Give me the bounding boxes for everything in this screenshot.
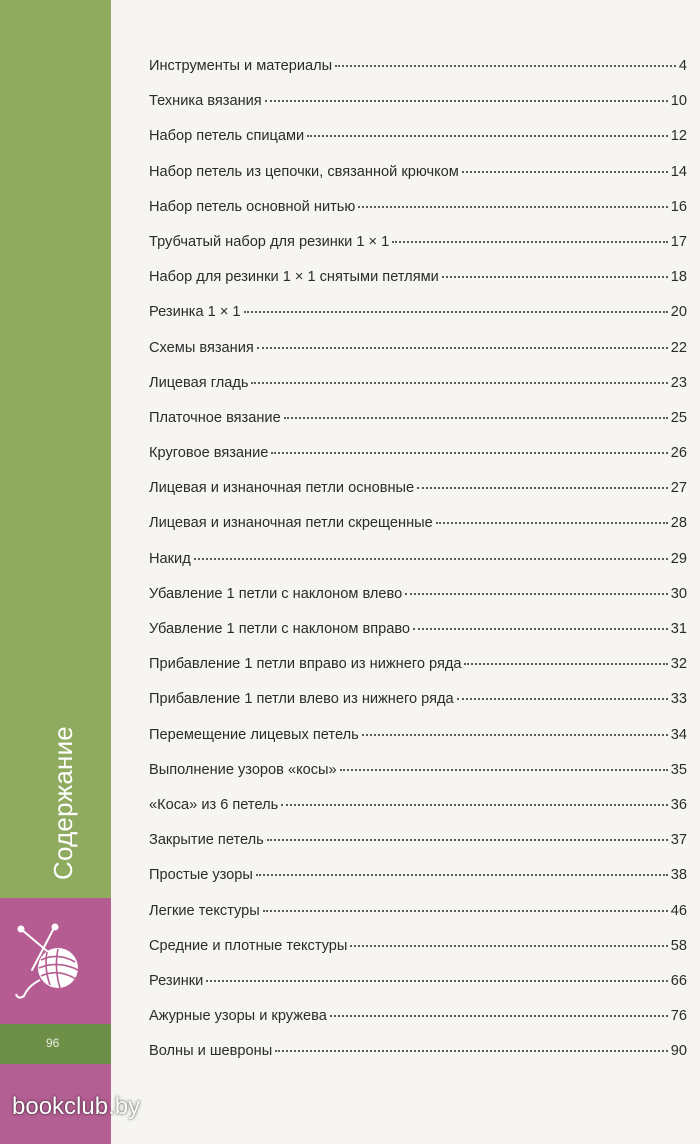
toc-leader-dots	[340, 769, 668, 771]
toc-entry-page: 28	[670, 515, 687, 532]
toc-entry-title: Волны и шевроны	[149, 1043, 273, 1060]
toc-entry-page: 26	[670, 445, 687, 462]
toc-entry-page: 58	[670, 937, 687, 954]
toc-entry	[149, 164, 687, 199]
toc-entry-page: 20	[670, 304, 687, 321]
toc-leader-dots	[457, 698, 668, 700]
toc-entry-title: Резинка 1 × 1	[149, 304, 241, 321]
page-number: 96	[46, 1036, 60, 1050]
toc-leader-dots	[392, 241, 668, 243]
toc-entry-title: Простые узоры	[149, 867, 253, 884]
toc-entry-title: Ажурные узоры и кружева	[149, 1008, 327, 1025]
toc-entry-title: Техника вязания	[149, 93, 262, 110]
toc-entry-page: 27	[670, 480, 687, 497]
toc-entry-page: 31	[670, 621, 687, 637]
toc-leader-dots	[417, 487, 668, 489]
toc-content	[111, 0, 700, 1144]
toc-entry-page: 25	[670, 409, 687, 426]
toc-entry	[149, 973, 687, 1008]
toc-entry-title: Инструменты и материалы	[149, 58, 333, 74]
toc-entry	[149, 691, 687, 726]
toc-leader-dots	[284, 417, 668, 419]
toc-entry-title: Платочное вязание	[149, 409, 281, 426]
toc-entry	[149, 762, 687, 797]
toc-entry	[149, 445, 687, 480]
toc-entry	[149, 93, 687, 128]
toc-entry	[149, 551, 687, 586]
toc-entry-page: 33	[670, 691, 687, 708]
toc-entry-page: 12	[670, 128, 687, 145]
toc-leader-dots	[462, 171, 668, 173]
toc-leader-dots	[307, 135, 668, 137]
toc-entry-page: 76	[670, 1008, 687, 1025]
toc-entry-title: Лицевая и изнаночная петли скрещенные	[149, 515, 433, 532]
toc-entry	[149, 727, 687, 762]
toc-entry	[149, 340, 687, 375]
toc-entry-page: 22	[670, 339, 687, 356]
toc-leader-dots	[251, 382, 667, 384]
toc-leader-dots	[358, 206, 667, 208]
toc-leader-dots	[405, 593, 668, 595]
toc-entry-page: 29	[670, 550, 687, 567]
toc-entry-page: 35	[670, 761, 687, 778]
toc-leader-dots	[464, 663, 667, 665]
toc-leader-dots	[244, 311, 668, 313]
toc-entry	[149, 1008, 687, 1043]
toc-entry-title: Резинки	[149, 972, 204, 989]
toc-entry-title: Лицевая и изнаночная петли основные	[149, 480, 415, 497]
toc-leader-dots	[271, 452, 667, 454]
toc-entry	[149, 656, 687, 691]
page-number-band	[0, 1024, 111, 1064]
toc-entry	[149, 375, 687, 410]
toc-entry-page: 36	[670, 796, 687, 813]
toc-entry-page: 18	[670, 269, 687, 286]
toc-entry-title: Убавление 1 петли с наклоном вправо	[149, 621, 411, 637]
toc-entry-title: Трубчатый набор для резинки 1 × 1	[149, 233, 390, 250]
toc-entry	[149, 515, 687, 550]
toc-entry	[149, 199, 687, 234]
section-title: Содержание	[48, 726, 78, 880]
toc-entry	[149, 903, 687, 938]
toc-entry-title: Набор для резинки 1 × 1 снятыми петлями	[149, 269, 439, 286]
toc-entry-title: Набор петель спицами	[149, 128, 305, 145]
toc-leader-dots	[281, 804, 668, 806]
toc-entry	[149, 832, 687, 867]
toc-entry-title: Набор петель основной нитью	[149, 198, 356, 215]
toc-entry-title: Закрытие петель	[149, 832, 264, 849]
toc-entry-title: Средние и плотные текстуры	[149, 937, 348, 954]
toc-entry-title: Лицевая гладь	[149, 374, 249, 391]
toc-entry-title: Круговое вязание	[149, 445, 269, 462]
table-of-contents	[149, 58, 687, 1078]
toc-entry-page: 46	[670, 902, 687, 919]
toc-leader-dots	[257, 347, 668, 349]
toc-entry-title: Убавление 1 петли с наклоном влево	[149, 585, 403, 602]
toc-leader-dots	[350, 945, 667, 947]
toc-leader-dots	[267, 839, 668, 841]
toc-entry-page: 4	[678, 58, 687, 74]
toc-entry-page: 90	[670, 1043, 687, 1060]
toc-entry-page: 14	[670, 163, 687, 180]
toc-entry	[149, 58, 687, 93]
toc-entry-title: Схемы вязания	[149, 339, 254, 356]
toc-entry	[149, 621, 687, 656]
toc-leader-dots	[265, 100, 668, 102]
toc-entry-page: 38	[670, 867, 687, 884]
toc-entry-page: 17	[670, 233, 687, 250]
toc-entry-title: «Коса» из 6 петель	[149, 796, 279, 813]
toc-leader-dots	[263, 910, 668, 912]
toc-entry-page: 16	[670, 198, 687, 215]
toc-leader-dots	[275, 1050, 668, 1052]
toc-entry	[149, 938, 687, 973]
toc-entry	[149, 797, 687, 832]
toc-entry-page: 23	[670, 374, 687, 391]
toc-entry-title: Накид	[149, 550, 191, 567]
toc-entry-page: 32	[670, 656, 687, 673]
toc-entry	[149, 269, 687, 304]
toc-leader-dots	[194, 558, 668, 560]
toc-entry-page: 34	[670, 726, 687, 743]
toc-entry-title: Прибавление 1 петли влево из нижнего ряда	[149, 691, 454, 708]
toc-entry	[149, 234, 687, 269]
toc-entry-title: Выполнение узоров «косы»	[149, 761, 337, 778]
toc-entry-page: 37	[670, 832, 687, 849]
watermark: bookclub.by	[12, 1093, 141, 1120]
toc-entry	[149, 586, 687, 621]
toc-entry-page: 66	[670, 972, 687, 989]
toc-entry-title: Набор петель из цепочки, связанной крючком	[149, 163, 459, 180]
toc-entry-title: Прибавление 1 петли вправо из нижнего ряда	[149, 656, 462, 673]
toc-entry	[149, 304, 687, 339]
toc-leader-dots	[330, 1015, 668, 1017]
toc-entry	[149, 1043, 687, 1078]
toc-leader-dots	[335, 65, 676, 67]
toc-leader-dots	[206, 980, 667, 982]
toc-entry	[149, 128, 687, 163]
toc-leader-dots	[362, 734, 668, 736]
toc-entry-page: 30	[670, 585, 687, 602]
toc-entry	[149, 867, 687, 902]
toc-entry	[149, 480, 687, 515]
toc-leader-dots	[413, 628, 668, 630]
yarn-ball-icon	[14, 922, 98, 1002]
toc-entry-title: Легкие текстуры	[149, 902, 260, 919]
toc-leader-dots	[436, 522, 668, 524]
sidebar	[0, 0, 111, 1144]
toc-entry	[149, 410, 687, 445]
toc-leader-dots	[256, 874, 668, 876]
toc-entry-page: 10	[670, 93, 687, 110]
toc-leader-dots	[442, 276, 668, 278]
toc-entry-title: Перемещение лицевых петель	[149, 726, 359, 743]
